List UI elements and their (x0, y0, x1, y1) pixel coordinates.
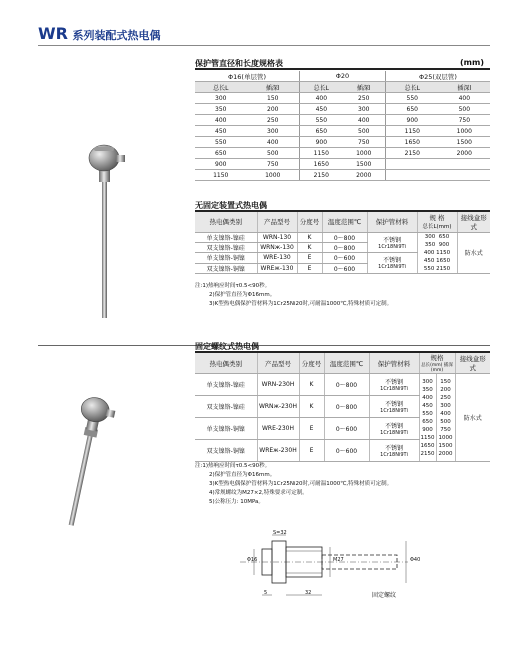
spec-total-cell (419, 374, 436, 462)
cell: 550 (195, 137, 247, 148)
cell: 2150 (436, 265, 451, 272)
cell: 双支镍铬-铜镍 (195, 440, 257, 462)
cell: E (299, 440, 324, 462)
cell: 300 (422, 378, 433, 385)
cell: WREж-230H (257, 440, 299, 462)
material-label: 不锈钢 (384, 379, 403, 386)
section-3-notes (195, 462, 490, 507)
series-title: 系列装配式热电偶 (72, 29, 161, 42)
cell: 450 (195, 126, 247, 137)
cell: 1150 (385, 126, 438, 137)
cell: 650 (195, 148, 247, 159)
material-cell (369, 396, 419, 418)
cell: 650 (422, 418, 433, 425)
material-label: 不锈钢 (382, 236, 401, 244)
page-title (38, 24, 161, 43)
spec-table (195, 71, 490, 181)
dim-5: 5 (264, 590, 268, 596)
material-sub: 1Cr18Ni9Ti (378, 264, 406, 270)
cell: 300 (440, 402, 451, 409)
group-header: Φ16(单层管) (195, 71, 300, 82)
col-header: 保护管材料 (367, 212, 417, 232)
cell: 0～800 (324, 396, 369, 418)
dim-m27: M27 (333, 557, 344, 563)
cell: E (299, 418, 324, 440)
cell: 单支镍铬-镍硅 (195, 232, 257, 242)
cell: 2000 (343, 170, 386, 181)
col-header: 热电偶类别 (195, 353, 257, 374)
col-header: 总长L (300, 82, 343, 93)
cell: 0～800 (322, 232, 367, 242)
col-header: 热电偶类别 (195, 212, 257, 232)
table-row (195, 170, 490, 181)
cell: 2000 (439, 148, 490, 159)
cell: 450 (300, 104, 343, 115)
cell: 500 (440, 418, 451, 425)
material-sub: 1Cr18Ni9Ti (380, 408, 408, 414)
dim-32: 32 (305, 590, 312, 596)
section-3-table (195, 353, 490, 462)
cell: WRN-230H (257, 374, 299, 396)
col-header: 插深l (343, 82, 386, 93)
cell: 550 (300, 115, 343, 126)
cell: 双支镍铬-镍硅 (195, 396, 257, 418)
cell: 1500 (343, 159, 386, 170)
spec-unit: (mm) (460, 58, 484, 67)
cell: WRNж-230H (257, 396, 299, 418)
cell: 1500 (438, 442, 453, 449)
cell: K (297, 232, 322, 242)
cell: 双支镍铬-铜镍 (195, 263, 257, 273)
table-row (195, 137, 490, 148)
material-cell (369, 374, 419, 396)
cell: 单支镍铬-镍硅 (195, 374, 257, 396)
dim-phi40: Φ40 (410, 557, 421, 563)
cell: 900 (195, 159, 247, 170)
material-label: 不锈钢 (384, 401, 403, 408)
cell: 400 (195, 115, 247, 126)
cell: WREж-130 (257, 263, 297, 273)
cell: E (297, 263, 322, 273)
cell: 750 (343, 137, 386, 148)
cell: 2000 (438, 450, 453, 457)
spec-header-sub: 总长L(mm) (422, 224, 452, 231)
cell: 0～600 (322, 252, 367, 263)
cell: E (297, 252, 322, 263)
section-2-table (195, 212, 490, 274)
cell: 1650 (300, 159, 343, 170)
brand-label: WR (38, 24, 68, 43)
spec-header-sub-b: 插深(mm) (430, 363, 453, 373)
thermocouple-photo-2 (55, 395, 130, 530)
dim-s32: S=32 (273, 530, 287, 536)
box-cell: 防水式 (455, 374, 490, 462)
spec-header-label: 规 格 (429, 214, 445, 223)
cell: 400 (247, 137, 300, 148)
cell: 400 (422, 394, 433, 401)
table-row (195, 115, 490, 126)
col-header: 插深l (439, 82, 490, 93)
material-label: 不锈钢 (384, 445, 403, 452)
table-row (195, 126, 490, 137)
col-header: 接线盒形 式 (455, 353, 490, 374)
cell (439, 159, 490, 170)
cell: 500 (439, 104, 490, 115)
cell: 650 (300, 126, 343, 137)
cell: 1650 (436, 257, 451, 264)
spec-rule (195, 68, 490, 70)
cell: 300 (247, 126, 300, 137)
cell: 500 (343, 126, 386, 137)
material-cell (369, 418, 419, 440)
cell: 750 (247, 159, 300, 170)
cell: 双支镍铬-镍硅 (195, 242, 257, 252)
cell: 1150 (420, 434, 435, 441)
cell: 1150 (195, 170, 247, 181)
cell: 250 (247, 115, 300, 126)
material-cell (367, 252, 417, 273)
dim-phi16: Φ16 (247, 557, 258, 563)
note-line: 4)常规螺纹为M27×2,特殊要求可定制。 (209, 490, 308, 496)
material-sub: 1Cr18Ni9Ti (380, 430, 408, 436)
col-header: 总长L (385, 82, 438, 93)
cell: 2150 (420, 450, 435, 457)
col-header: 温度范围℃ (324, 353, 369, 374)
note-line: 3)K型热电偶保护管材料为1Cr25Ni20时,可耐温1000℃,特殊材质可定制。 (209, 481, 393, 487)
note-line: 5)公称压力: 10MPa。 (209, 499, 264, 505)
cell: 400 (300, 93, 343, 104)
section-divider (38, 345, 490, 346)
cell (385, 159, 438, 170)
cell: 900 (300, 137, 343, 148)
cell: 350 (424, 241, 436, 248)
thermocouple-photo-1 (80, 138, 130, 323)
cell: 550 (423, 265, 435, 272)
cell: 650 (385, 104, 438, 115)
cell: 1500 (439, 137, 490, 148)
cell: 900 (385, 115, 438, 126)
group-header: Φ25(双层管) (385, 71, 490, 82)
col-header: 分度号 (299, 353, 324, 374)
spec-header-label: 规格 (430, 354, 444, 362)
cell (385, 170, 438, 181)
col-header (419, 353, 455, 374)
cell: 550 (422, 410, 433, 417)
cell: 1150 (436, 249, 451, 256)
header-divider (38, 45, 490, 46)
cell: 400 (439, 93, 490, 104)
cell: 650 (438, 233, 450, 240)
cell: 0～800 (322, 242, 367, 252)
cell: 250 (343, 93, 386, 104)
note-line: 注:1)热响应时间τ0.5<90秒。 (195, 463, 271, 469)
cell: 1000 (247, 170, 300, 181)
col-header: 保护管材料 (369, 353, 419, 374)
col-header: 温度范围℃ (322, 212, 367, 232)
cell: 2150 (300, 170, 343, 181)
cell: 单支镍铬-铜镍 (195, 418, 257, 440)
box-cell: 防水式 (457, 232, 490, 273)
note-line: 2)保护管直径为Φ16mm。 (209, 292, 276, 298)
col-header: 产品型号 (257, 212, 297, 232)
table-row (195, 232, 490, 242)
cell: 900 (422, 426, 433, 433)
cell: 500 (247, 148, 300, 159)
cell: 0～600 (324, 440, 369, 462)
cell: 1000 (439, 126, 490, 137)
cell: 200 (440, 386, 451, 393)
cell: 400 (423, 249, 435, 256)
cell: 单支镍铬-铜镍 (195, 252, 257, 263)
cell: 200 (247, 104, 300, 115)
col-header: 总长L (195, 82, 247, 93)
section-2-title: 无固定装置式热电偶 (195, 201, 267, 210)
col-header: 产品型号 (257, 353, 299, 374)
cell: K (297, 242, 322, 252)
col-header: 插深l (247, 82, 300, 93)
cell: 300 (195, 93, 247, 104)
material-sub: 1Cr18Ni9Ti (378, 243, 406, 250)
cell (439, 170, 490, 181)
cell: 300 (424, 233, 436, 240)
cell: 1000 (438, 434, 453, 441)
table-row (195, 104, 490, 115)
cell: 1650 (420, 442, 435, 449)
cell: 0～600 (324, 418, 369, 440)
table-row (195, 93, 490, 104)
col-header: 接线盒形 式 (457, 212, 490, 232)
table-row (195, 148, 490, 159)
material-cell (367, 232, 417, 252)
material-label: 不锈钢 (384, 423, 403, 430)
cell: 350 (422, 386, 433, 393)
cell: WRE-230H (257, 418, 299, 440)
cell: 150 (247, 93, 300, 104)
spec-values-cell (417, 232, 457, 273)
cell: K (299, 374, 324, 396)
cell: 350 (195, 104, 247, 115)
cell: 450 (422, 402, 433, 409)
cell: 750 (439, 115, 490, 126)
table-row (195, 374, 490, 396)
note-line: 注:1)热响应时间τ0.5<90秒。 (195, 283, 271, 289)
cell: 400 (343, 115, 386, 126)
material-cell (369, 440, 419, 462)
spec-table-title: 保护管直径和长度规格表 (195, 59, 283, 68)
cell: 250 (440, 394, 451, 401)
drawing-caption: 固定螺纹 (372, 592, 397, 599)
cell: 150 (440, 378, 451, 385)
cell: 900 (438, 241, 450, 248)
spec-header-sub-a: 总长(mm) (421, 363, 443, 368)
cell: K (299, 396, 324, 418)
cell: 2150 (385, 148, 438, 159)
material-sub: 1Cr18Ni9Ti (380, 452, 408, 458)
spec-insert-cell (436, 374, 455, 462)
section-3-title: 固定螺纹式热电偶 (195, 342, 259, 351)
material-sub: 1Cr18Ni9Ti (380, 386, 408, 392)
note-line: 2)保护管直径为Φ16mm。 (209, 472, 276, 478)
cell: WRE-130 (257, 252, 297, 263)
cell: WRNж-130 (257, 242, 297, 252)
cell: 550 (385, 93, 438, 104)
cell: 1000 (343, 148, 386, 159)
cell: 1650 (385, 137, 438, 148)
note-line: 3)K型热电偶保护管材料为1Cr25Ni20时,可耐温1000℃,特殊材质可定制。 (209, 301, 393, 307)
cell: 0～600 (322, 263, 367, 273)
table-row (195, 159, 490, 170)
col-header (417, 212, 457, 232)
cell: 300 (343, 104, 386, 115)
cell: 750 (440, 426, 451, 433)
cell: 450 (423, 257, 435, 264)
cell: 0～800 (324, 374, 369, 396)
material-label: 不锈钢 (382, 257, 401, 264)
cell: 1150 (300, 148, 343, 159)
cell: WRN-130 (257, 232, 297, 242)
col-header: 分度号 (297, 212, 322, 232)
group-header: Φ20 (300, 71, 386, 82)
section-2-notes (195, 282, 490, 309)
cell: 400 (440, 410, 451, 417)
